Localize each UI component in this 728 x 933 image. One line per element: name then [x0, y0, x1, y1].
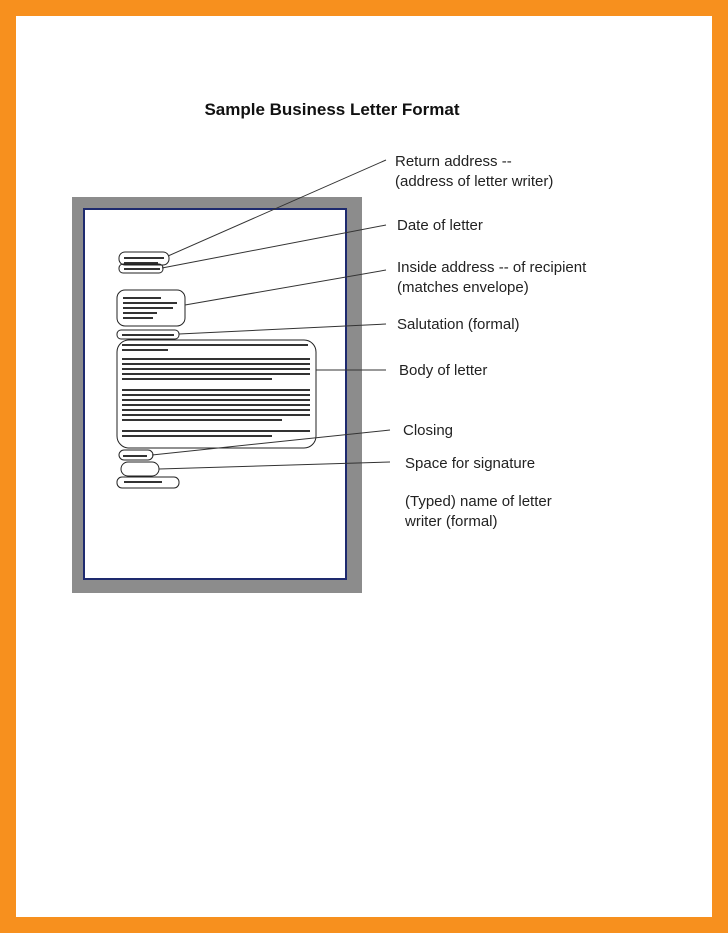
label-return-address-2: (address of letter writer) — [395, 173, 554, 190]
mock-line — [123, 455, 147, 457]
label-return-address-1: Return address -- — [395, 153, 512, 170]
mock-line — [122, 394, 310, 396]
signature-leader — [159, 462, 390, 469]
diagram-title: Sample Business Letter Format — [204, 100, 460, 119]
mock-line — [122, 389, 310, 391]
mock-line — [122, 363, 310, 365]
label-inside-address-1: Inside address -- of recipient — [397, 259, 587, 276]
salutation-leader — [179, 324, 386, 334]
mock-line — [122, 373, 310, 375]
signature-outline — [121, 462, 159, 476]
label-date: Date of letter — [397, 217, 483, 234]
mock-line — [122, 419, 282, 421]
mock-line — [122, 358, 310, 360]
mock-line — [122, 404, 310, 406]
mock-line — [122, 414, 310, 416]
mock-line — [122, 344, 308, 346]
label-typed-name-1: (Typed) name of letter — [405, 493, 552, 510]
mock-line — [122, 430, 310, 432]
leader-lines — [152, 160, 390, 469]
mock-letter-text — [122, 257, 310, 483]
mock-line — [122, 435, 272, 437]
mock-line — [123, 307, 173, 309]
mock-line — [124, 481, 162, 483]
label-typed-name-2: writer (formal) — [405, 513, 498, 530]
date-leader — [162, 225, 386, 268]
closing-leader — [152, 430, 390, 455]
mock-line — [122, 334, 174, 336]
mock-line — [124, 268, 160, 270]
mock-line — [124, 257, 164, 259]
mock-line — [122, 378, 272, 380]
inside-address-leader — [185, 270, 386, 305]
return-address-leader — [168, 160, 386, 256]
mock-line — [123, 302, 177, 304]
label-inside-address-2: (matches envelope) — [397, 279, 529, 296]
mock-line — [123, 312, 157, 314]
mock-line — [122, 349, 168, 351]
label-salutation: Salutation (formal) — [397, 316, 520, 333]
label-signature: Space for signature — [405, 455, 536, 472]
mock-line — [122, 399, 310, 401]
mock-line — [122, 368, 310, 370]
mock-line — [122, 409, 310, 411]
mock-line — [123, 317, 153, 319]
label-body: Body of letter — [399, 362, 488, 379]
mock-line — [123, 297, 161, 299]
label-closing: Closing — [403, 422, 454, 439]
